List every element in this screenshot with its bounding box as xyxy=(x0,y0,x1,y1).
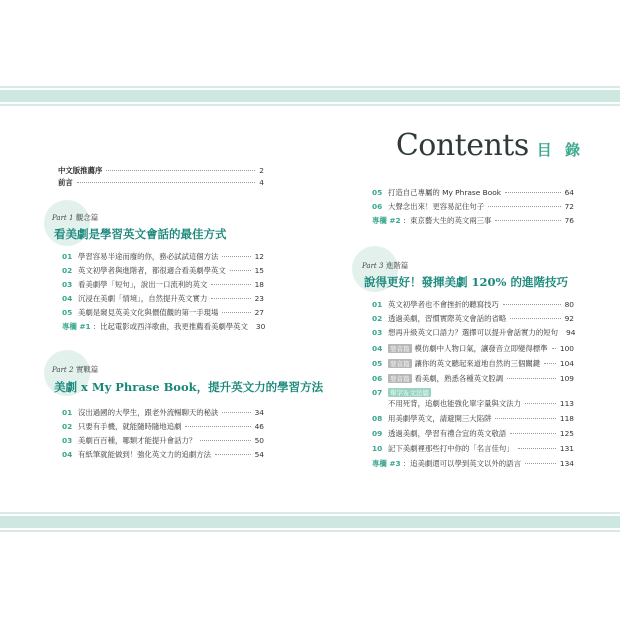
toc-entry-column[interactable]: 專欄 #3 ：追美劇還可以學到英文以外的語言 134 xyxy=(372,458,574,468)
tag-badge: 發音篇 xyxy=(390,374,410,383)
toc-entry[interactable]: 02 英文初學者與進階者，都很適合看美劇學英文 15 xyxy=(62,265,264,275)
toc-entry[interactable]: 01 英文初學者也不會挫折的聽寫技巧 80 xyxy=(372,299,574,309)
toc-entry-preface-2[interactable]: 前言 4 xyxy=(58,177,264,187)
part3-label: Part 3 進階篇 xyxy=(362,261,409,270)
bottom-stripe-2 xyxy=(0,530,620,532)
tag-badge: 發音篇 xyxy=(390,359,410,368)
part2-title: 美劇 x My Phrase Book，提升英文力的學習方法 xyxy=(54,380,324,394)
toc-entry[interactable]: 04 發音篇 模仿劇中人物口氣，讓發音立即變得標準 100 xyxy=(372,343,574,353)
toc-entry-preface-1[interactable]: 中文版推薦序 2 xyxy=(58,165,264,175)
toc-entry[interactable]: 02 只要有手機，就能隨時隨地追劇 46 xyxy=(62,421,264,431)
toc-entry[interactable]: 05 打造自己專屬的 My Phrase Book 64 xyxy=(372,187,574,197)
toc-entry[interactable]: 06 發音篇 看美劇，熟悉各種英文腔調 109 xyxy=(372,373,574,383)
toc-entry-column[interactable]: 專欄 #2 ：東京藝大生的英文兩三事 76 xyxy=(372,215,574,225)
toc-entry[interactable]: 05 美劇是窺見英美文化與價值觀的第一手現場 27 xyxy=(62,307,264,317)
contents-title xyxy=(396,128,584,163)
top-stripe-1 xyxy=(0,86,620,88)
title-english: Contents xyxy=(395,128,529,163)
bottom-stripe-1 xyxy=(0,512,620,514)
toc-entry[interactable]: 10 記下美劇裡那些打中你的「名言佳句」 131 xyxy=(372,443,574,453)
toc-entry[interactable]: 08 用美劇學英文，請避開三大陷阱 118 xyxy=(372,413,574,423)
part1-label: Part 1 觀念篇 xyxy=(52,213,99,222)
toc-entry[interactable]: 不用死背，追劇也能強化單字量與文法力 113 xyxy=(388,398,574,408)
toc-entry[interactable]: 03 美劇百百種，哪類才能提升會話力？ 50 xyxy=(62,435,264,445)
toc-entry[interactable]: 09 透過美劇，學習有禮合宜的英文敬語 125 xyxy=(372,428,574,438)
toc-entry[interactable]: 03 想再升級英文口語力？選擇可以提升會話實力的短句 94 xyxy=(372,327,576,337)
toc-entry[interactable]: 04 有紙筆就能做到！強化英文力的追劇方法 54 xyxy=(62,449,264,459)
part1-title: 看美劇是學習英文會話的最佳方式 xyxy=(54,227,227,241)
toc-entry[interactable]: 03 看美劇學「短句」，說出一口流利的英文 18 xyxy=(62,279,264,289)
top-band xyxy=(0,90,620,102)
toc-entry-tagline: 07 單字＆文法篇 xyxy=(372,387,429,397)
tag-badge: 單字＆文法篇 xyxy=(390,388,429,397)
toc-entry[interactable]: 04 沉浸在美劇「情境」，自然提升英文實力 23 xyxy=(62,293,264,303)
bottom-band xyxy=(0,516,620,528)
toc-entry-column[interactable]: 專欄 #1 ：比起電影或西洋歌曲，我更推薦看美劇學英文 30 xyxy=(62,321,266,331)
tag-badge: 發音篇 xyxy=(390,344,410,353)
toc-entry[interactable]: 01 學習容易半途而廢的你，務必試試這個方法 12 xyxy=(62,251,264,261)
part3-title: 說得更好！發揮美劇 120% 的進階技巧 xyxy=(364,275,568,289)
toc-entry[interactable]: 01 沒出過國的大學生，跟老外流暢聊天的秘訣 34 xyxy=(62,407,264,417)
toc-entry[interactable]: 02 透過美劇，習慣實際英文會話的省略 92 xyxy=(372,313,574,323)
toc-entry[interactable]: 06 大聲念出來！更容易記住句子 72 xyxy=(372,201,574,211)
top-stripe-2 xyxy=(0,104,620,106)
toc-entry[interactable]: 05 發音篇 讓你的英文聽起來道地自然的三個關鍵 104 xyxy=(372,358,574,368)
title-chinese: 目 錄 xyxy=(536,141,584,159)
part2-label: Part 2 實戰篇 xyxy=(52,365,99,374)
